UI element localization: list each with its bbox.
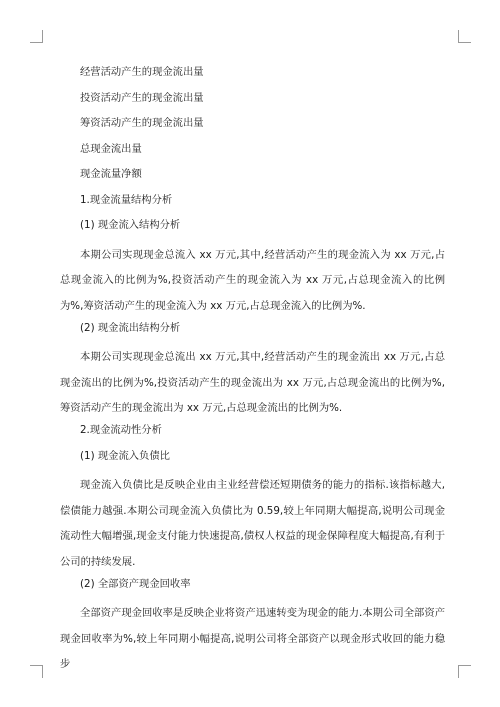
- list-item: 总现金流出量: [80, 142, 142, 155]
- paragraph: 本期公司实现现金总流出 xx 万元,其中,经营活动产生的现金流出 xx 万元,占总现金流出的比例为%,投资活动产生的现金流出为 xx 万元,占总现金流出的比例为%,筹资活动产生的现金流出为 xx 万元,占总现金流出的比例为%.: [60, 351, 445, 414]
- crop-mark-top-left: [30, 30, 43, 43]
- section-heading: 2.现金流动性分析: [80, 424, 162, 436]
- paragraph: 本期公司实现现金总流入 xx 万元,其中,经营活动产生的现金流入为 xx 万元,占总现金流入的比例为%,投资活动产生的现金流入为 xx 万元,占总现金流入的比例为%,筹资活动产生的现金流入为 xx 万元,占总现金流入的比例为%.: [60, 248, 445, 312]
- list-item: 现金流量净额: [80, 168, 142, 180]
- document-body: [60, 64, 445, 678]
- paragraph: 现金流入负债比是反映企业由主业经营偿还短期债务的能力的指标.该指标越大,偿债能力越强.本期公司现金流入负债比为 0.59,较上年同期大幅提高,说明公司现金流动性大幅增强,现金支付能力快速提高,债权人权益的现金保障程度大幅提高,有利于公司的持续发展.: [60, 479, 445, 568]
- list-item: 投资活动产生的现金流出量: [80, 91, 204, 104]
- paragraph: 全部资产现金回收率是反映企业将资产迅速转变为现金的能力.本期公司全部资产现金回收率为%,较上年同期小幅提高,说明公司将全部资产以现金形式收回的能力稳步: [60, 607, 445, 670]
- crop-mark-bottom-right: [458, 665, 471, 678]
- subsection-heading: (2) 全部资产现金回收率: [80, 577, 191, 590]
- subsection-heading: (1) 现金流入负债比: [80, 449, 170, 462]
- section-heading: 1.现金流量结构分析: [80, 193, 173, 206]
- crop-mark-bottom-left: [30, 665, 43, 678]
- subsection-heading: (2) 现金流出结构分析: [80, 321, 181, 334]
- subsection-heading: (1) 现金流入结构分析: [80, 219, 181, 231]
- list-item: 经营活动产生的现金流出量: [80, 66, 204, 78]
- list-item: 筹资活动产生的现金流出量: [80, 117, 204, 129]
- crop-mark-top-right: [458, 30, 471, 43]
